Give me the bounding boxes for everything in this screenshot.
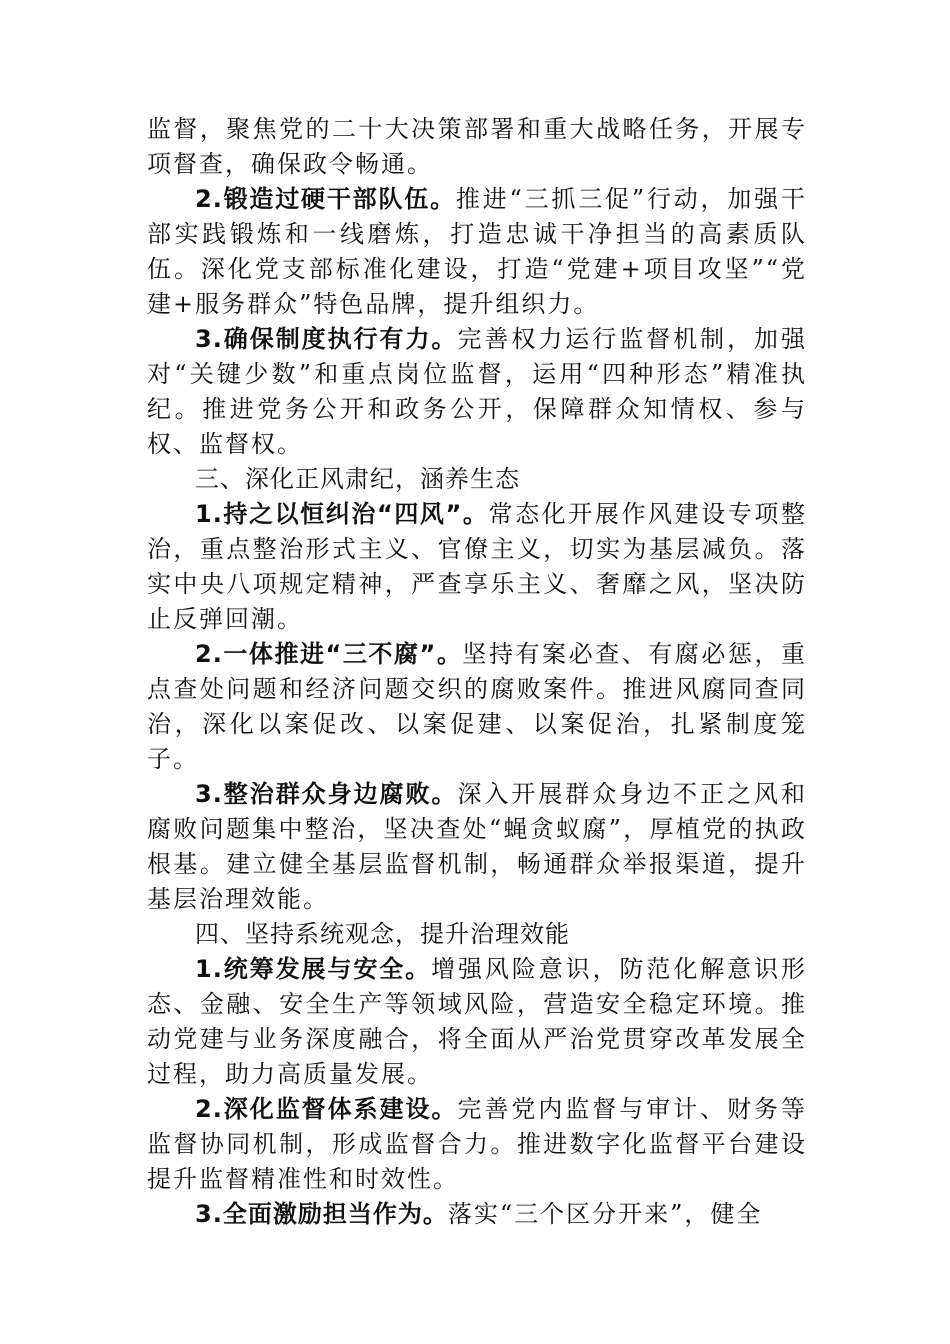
paragraph-cadre-team [147,182,807,322]
paragraph-lead: 2.深化监督体系建设。 [195,1095,458,1123]
paragraph-supervision-system [147,1092,807,1197]
paragraph-text: 推进“三抓三促”行动，加强干部实践锻炼和一线磨炼，打造忠诚干净担当的高素质队伍。深化党支部标准化建设，打造“党建+项目攻坚”“党建+服务群众”特色品牌，提升组织力。 [147,185,807,318]
paragraph-text: 完善权力运行监督机制，加强对“关键少数”和重点岗位监督，运用“四种形态”精准执纪。推进党务公开和政务公开，保障群众知情权、参与权、监督权。 [147,325,808,458]
paragraph-institution-execution [147,322,807,462]
paragraph-lead: 2.一体推进“三不腐”。 [195,640,463,668]
paragraph-text: 常态化开展作风建设专项整治，重点整治形式主义、官僚主义，切实为基层减负。落实中央八项规定精神，严查享乐主义、奢靡之风，坚决防止反弹回潮。 [147,500,807,633]
paragraph-text: 增强风险意识，防范化解意识形态、金融、安全生产等领域风险，营造安全稳定环境。推动党建与业务深度融合，将全面从严治党贯穿改革发展全过程，助力高质量发展。 [147,955,807,1088]
paragraph-lead: 3.确保制度执行有力。 [195,325,458,353]
paragraph-lead: 3.整治群众身边腐败。 [195,780,458,808]
paragraph-grassroots-corruption [147,777,807,917]
paragraph-text: 落实“三个区分开来”，健全 [447,1200,763,1228]
paragraph-lead: 3.全面激励担当作为。 [195,1200,448,1228]
paragraph-text: 完善党内监督与审计、财务等监督协同机制，形成监督合力。推进数字化监督平台建设提升监督精准性和时效性。 [147,1095,808,1193]
paragraph-four-styles [147,497,807,637]
paragraph-continuation: 监督，聚焦党的二十大决策部署和重大战略任务，开展专项督查，确保政令畅通。 [147,115,807,178]
paragraph-lead: 1.持之以恒纠治“四风”。 [195,500,489,528]
paragraph-lead: 1.统筹发展与安全。 [195,955,432,983]
section-heading-3: 三、深化正风肃纪，涵养生态 [195,465,520,493]
paragraph-incentive [147,1197,807,1232]
document-body [147,112,807,1232]
paragraph-text: 深入开展群众身边不正之风和腐败问题集中整治，坚决查处“蝇贪蚁腐”，厚植党的执政根基。建立健全基层监督机制，畅通群众举报渠道，提升基层治理效能。 [147,780,808,913]
paragraph-lead: 2.锻造过硬干部队伍。 [195,185,456,213]
paragraph-three-no-corruption [147,637,807,777]
paragraph-development-security [147,952,807,1092]
section-heading-4: 四、坚持系统观念，提升治理效能 [195,920,570,948]
paragraph-text: 坚持有案必查、有腐必惩，重点查处问题和经济问题交织的腐败案件。推进风腐同查同治，深化以案促改、以案促建、以案促治，扎紧制度笼子。 [147,640,807,773]
